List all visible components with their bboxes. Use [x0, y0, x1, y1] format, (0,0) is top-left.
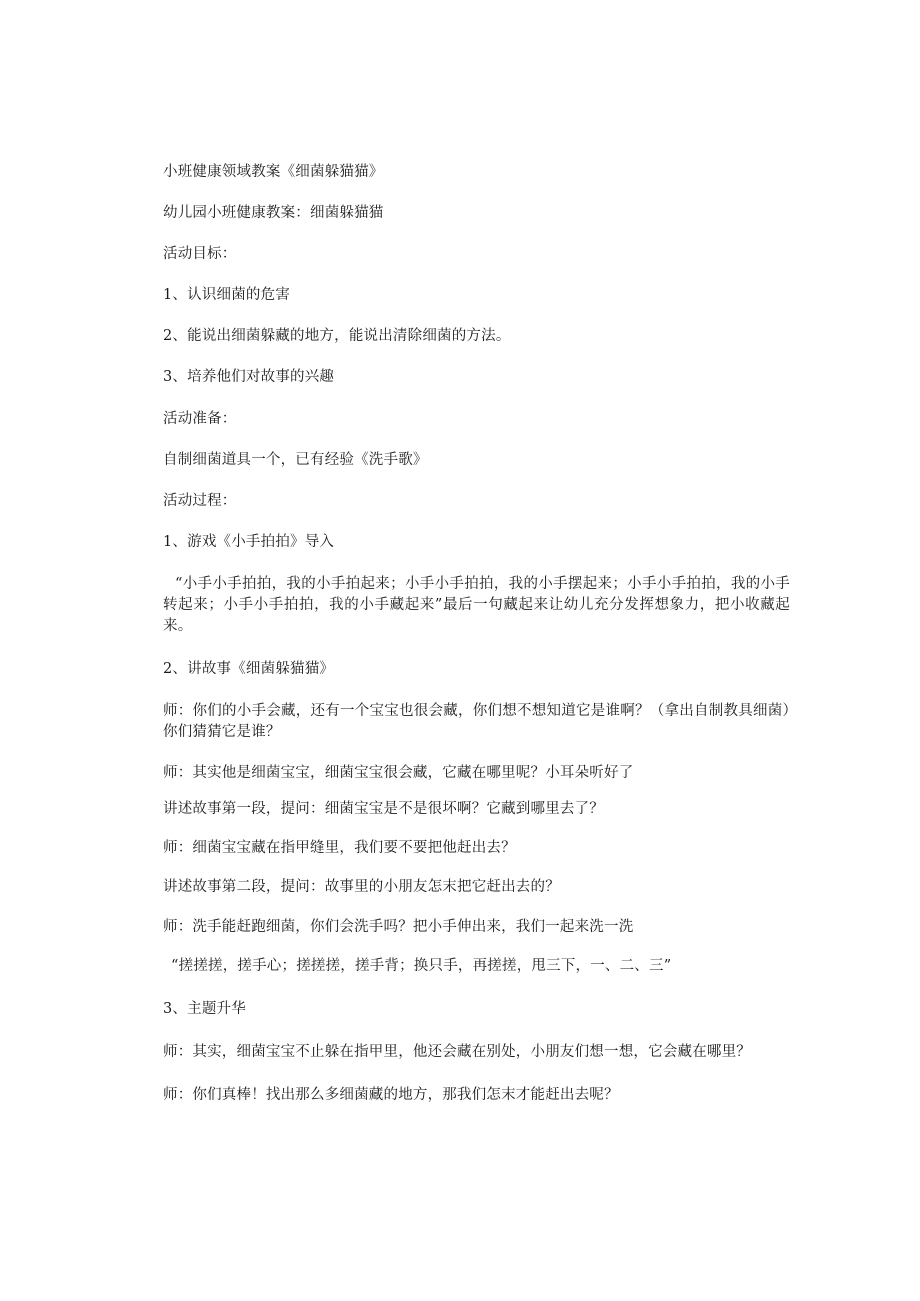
step1-paragraph: “小手小手拍拍，我的小手拍起来；小手小手拍拍，我的小手摆起来；小手小手拍拍，我的小手转起来；小手小手拍拍，我的小手藏起来”最后一句藏起来让幼儿充分发挥想象力，把小收藏起来。	[163, 576, 790, 634]
goals-heading: 活动目标：	[163, 246, 237, 262]
dialogue-line: 讲述故事第一段，提问：细菌宝宝是不是很坏啊？它藏到哪里去了？	[163, 801, 604, 817]
step-heading: 3、主题升华	[163, 1001, 246, 1017]
dialogue-line: 师：细菌宝宝藏在指甲缝里，我们要不要把他赶出去？	[163, 840, 516, 856]
document-title: 小班健康领域教案《细菌躲猫猫》	[163, 164, 384, 180]
dialogue-line: 师：洗手能赶跑细菌，你们会洗手吗？把小手伸出来，我们一起来洗一洗	[163, 919, 634, 935]
goal-item: 3、培养他们对故事的兴趣	[163, 369, 335, 385]
step-heading: 2、讲故事《细菌躲猫猫》	[163, 661, 335, 677]
document-subtitle: 幼儿园小班健康教案：细菌躲猫猫	[163, 205, 384, 221]
prep-heading: 活动准备：	[163, 411, 237, 427]
dialogue-paragraph: 师：你们的小手会藏，还有一个宝宝也很会藏，你们想不想知道它是谁啊？（拿出自制教具细菌）你们猜猜它是谁？	[163, 703, 790, 740]
dialogue-line: 讲述故事第二段，提问：故事里的小朋友怎末把它赶出去的？	[163, 879, 560, 895]
step-heading: 1、游戏《小手拍拍》导入	[163, 534, 335, 550]
dialogue-line: 师：其实，细菌宝宝不止躲在指甲里，他还会藏在别处，小朋友们想一想，它会藏在哪里？	[163, 1044, 751, 1060]
goal-item: 2、能说出细菌躲藏的地方，能说出清除细菌的方法。	[163, 328, 511, 344]
dialogue-line: 师：其实他是细菌宝宝，细菌宝宝很会藏，它藏在哪里呢？小耳朵听好了	[163, 765, 634, 781]
song-line: “搓搓搓，搓手心；搓搓搓，搓手背；换只手，再搓搓，甩三下，一、二、三”	[171, 958, 672, 974]
goal-item: 1、认识细菌的危害	[163, 287, 291, 303]
dialogue-line: 师：你们真棒！找出那么多细菌藏的地方，那我们怎末才能赶出去呢？	[163, 1087, 619, 1103]
process-heading: 活动过程：	[163, 493, 237, 509]
prep-text: 自制细菌道具一个，已有经验《洗手歌》	[163, 452, 428, 468]
